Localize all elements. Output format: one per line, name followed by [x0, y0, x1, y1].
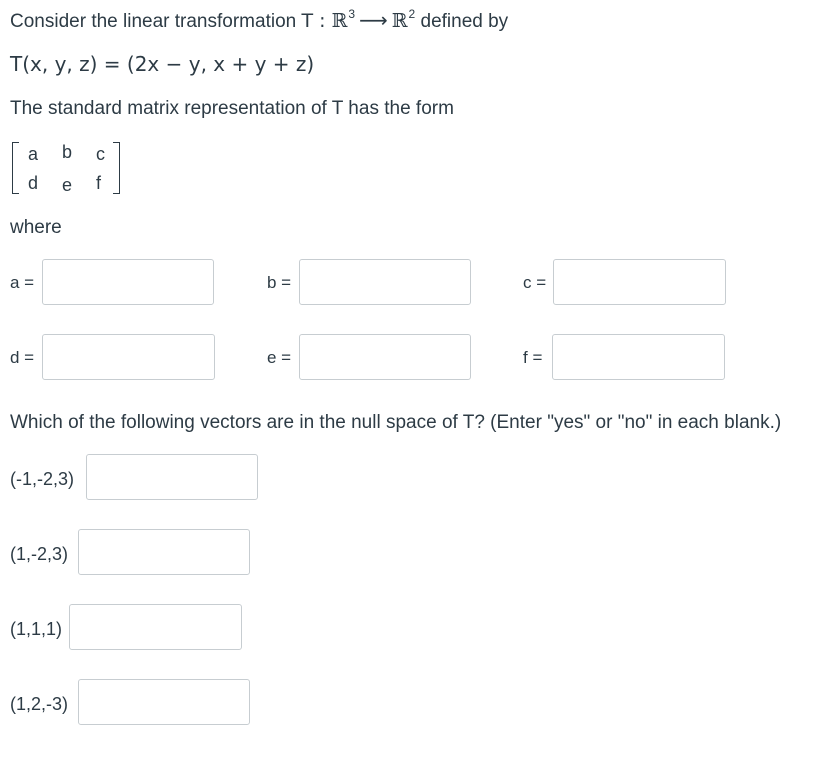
- colon: :: [313, 10, 332, 32]
- entry-input-a[interactable]: [42, 259, 214, 305]
- matrix-cell-d: d: [28, 173, 39, 193]
- entry-input-e[interactable]: [299, 334, 471, 380]
- null-space-question: Which of the following vectors are in the null space of T? (Enter "yes" or "no" in each blank.): [10, 412, 782, 433]
- entry-label-f: f =: [523, 348, 543, 367]
- intro-prefix: Consider the linear transformation: [10, 11, 302, 32]
- matrix-cell-e: e: [62, 175, 73, 195]
- intro-suffix: defined by: [415, 11, 509, 32]
- matrix-left-bracket: [12, 142, 19, 194]
- codomain-exponent: 2: [408, 7, 416, 21]
- transformation-formula: T(x, y, z) = (2x − y, x + y + z): [10, 52, 315, 76]
- entry-label-b: b =: [267, 273, 292, 292]
- vector-answer-4[interactable]: [78, 679, 250, 725]
- matrix-cell-b: b: [62, 142, 73, 162]
- arrow-icon: ⟶: [359, 8, 388, 32]
- domain-exponent: 3: [348, 7, 356, 21]
- codomain-space: ℝ: [391, 10, 408, 32]
- entry-label-a: a =: [10, 273, 35, 292]
- vector-label-1: (-1,-2,3): [10, 469, 75, 489]
- intro-line: [10, 8, 508, 33]
- matrix-cell-a: a: [28, 144, 39, 164]
- entry-input-d[interactable]: [42, 334, 215, 380]
- vector-answer-1[interactable]: [86, 454, 258, 500]
- vector-label-2: (1,-2,3): [10, 544, 69, 564]
- entry-input-b[interactable]: [299, 259, 471, 305]
- vector-answer-3[interactable]: [69, 604, 242, 650]
- vector-label-3: (1,1,1): [10, 619, 63, 639]
- entry-input-f[interactable]: [552, 334, 725, 380]
- matrix-intro-text: The standard matrix representation of T has the form: [10, 98, 454, 119]
- where-label: where: [10, 217, 62, 238]
- entry-label-c: c =: [523, 273, 547, 292]
- entry-label-e: e =: [267, 348, 292, 367]
- vector-answer-2[interactable]: [78, 529, 250, 575]
- entry-label-d: d =: [10, 348, 35, 367]
- entry-input-c[interactable]: [553, 259, 726, 305]
- matrix-right-bracket: [113, 142, 120, 194]
- matrix-cell-f: f: [96, 173, 102, 193]
- matrix-display: [10, 140, 122, 196]
- transform-symbol: T: [301, 10, 314, 32]
- matrix-cell-c: c: [96, 144, 105, 164]
- domain-space: ℝ: [331, 10, 348, 32]
- vector-label-4: (1,2,-3): [10, 694, 69, 714]
